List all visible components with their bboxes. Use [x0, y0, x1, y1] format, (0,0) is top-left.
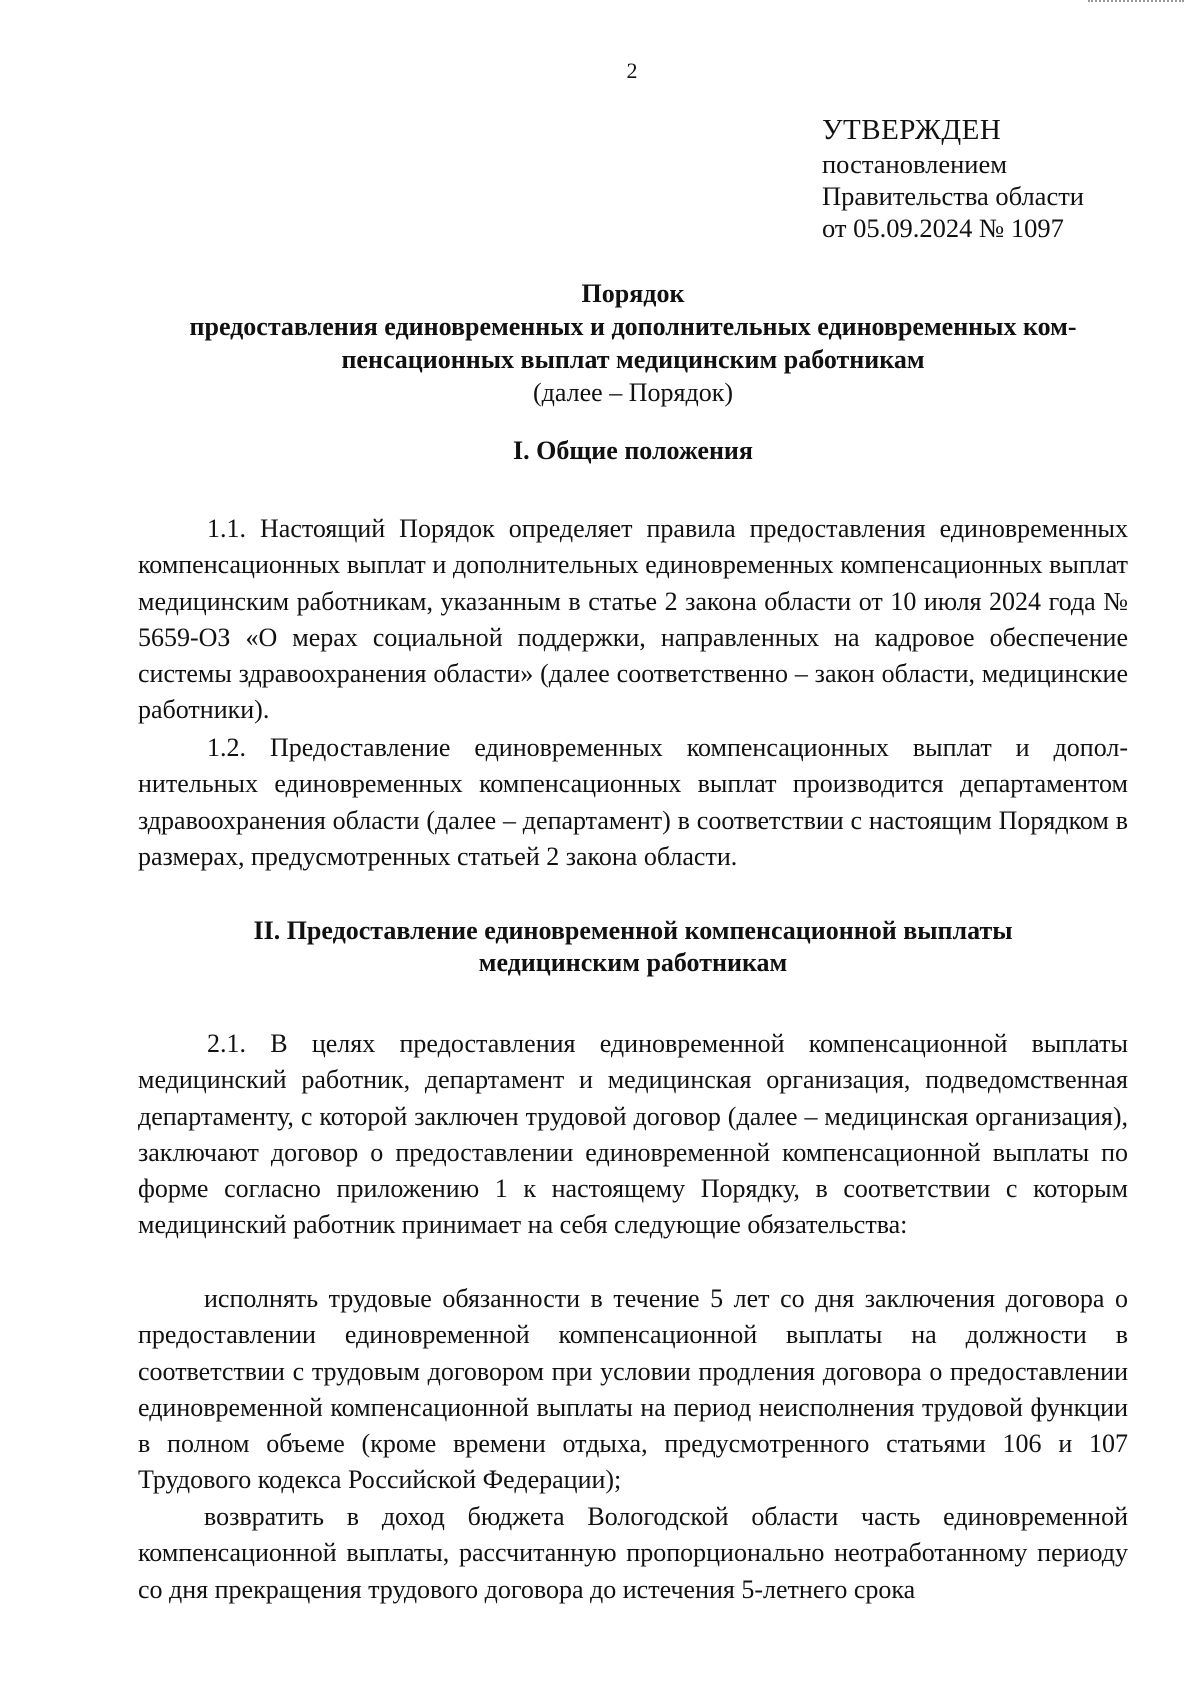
section-heading-line: II. Предоставление единовременной компенсационной выплаты — [253, 916, 1013, 945]
title-line: Порядок — [581, 279, 685, 308]
paragraph: 1.2. Предоставление единовременных компенсационных выплат и дополнительных единовременных компенсационных выплат производится департаментом здравоохранения области (далее – департамент) в соответствии с настоящим Порядком в размерах, предусмотренных статьей 2 закона области. — [138, 733, 1128, 871]
paragraph: возвратить в доход бюджета Вологодской области часть единовременной компенсационной выплаты, рассчитанную пропорционально неотработанному периоду со дня прекращения трудового договора до истечения 5-летнего срока — [138, 1502, 1128, 1604]
approval-line: от 05.09.2024 № 1097 — [822, 213, 1064, 243]
approval-title: УТВЕРЖДЕН — [822, 114, 1002, 146]
title-subline: (далее – Порядок) — [533, 378, 733, 407]
section-heading — [138, 915, 1128, 979]
approval-stamp — [822, 112, 1084, 244]
title-line: предоставления единовременных и дополнительных единовременных ком- — [189, 312, 1077, 341]
approval-line: постановлением — [822, 149, 1007, 179]
paragraph: исполнять трудовые обязанности в течение 5 лет со дня заключения договора о предоставлении единовременной компенсационной выплаты на должности в соответствии с трудовым договором при условии продления договора о предоставлении единовременной компенсационной выплаты на период неисполнения трудовой функции в полном объеме (кроме времени отдыха, предусмотренного статьями 106 и 107 Трудового кодекса Российской Федерации); — [138, 1284, 1128, 1495]
paragraph: 2.1. В целях предоставления единовременной компенсационной выплаты медицинский работник, департамент и медицинская организация, подведомственная департаменту, с которой заключен трудовой договор (далее – медицинская организация), заключают договор о предоставлении единовременной компенсационной выплаты по форме согласно приложению 1 к настоящему Порядку, в соответствии с которым медицинский работник принимает на себя следующие обязательства: — [138, 1029, 1128, 1240]
approval-line: Правительства области — [822, 181, 1084, 211]
page-number: 2 — [626, 58, 638, 83]
title-line: пенсационных выплат медицинским работникам — [341, 345, 925, 374]
paragraph: 1.1. Настоящий Порядок определяет правила предоставления единовременных компенсационных выплат и дополнительных единовременных компенсационных выплат медицинским работникам, указанным в статье 2 закона области от 10 июля 2024 года № 5659-ОЗ «О мерах социальной поддержки, направленных на кадровое обеспечение системы здравоохранения области» (далее соответственно – закон области, медицинские работники). — [138, 514, 1128, 725]
document-title — [138, 277, 1128, 409]
scan-mark — [1088, 0, 1184, 8]
section-heading: I. Общие положения — [513, 436, 753, 465]
section-heading-line: медицинским работникам — [478, 948, 788, 977]
